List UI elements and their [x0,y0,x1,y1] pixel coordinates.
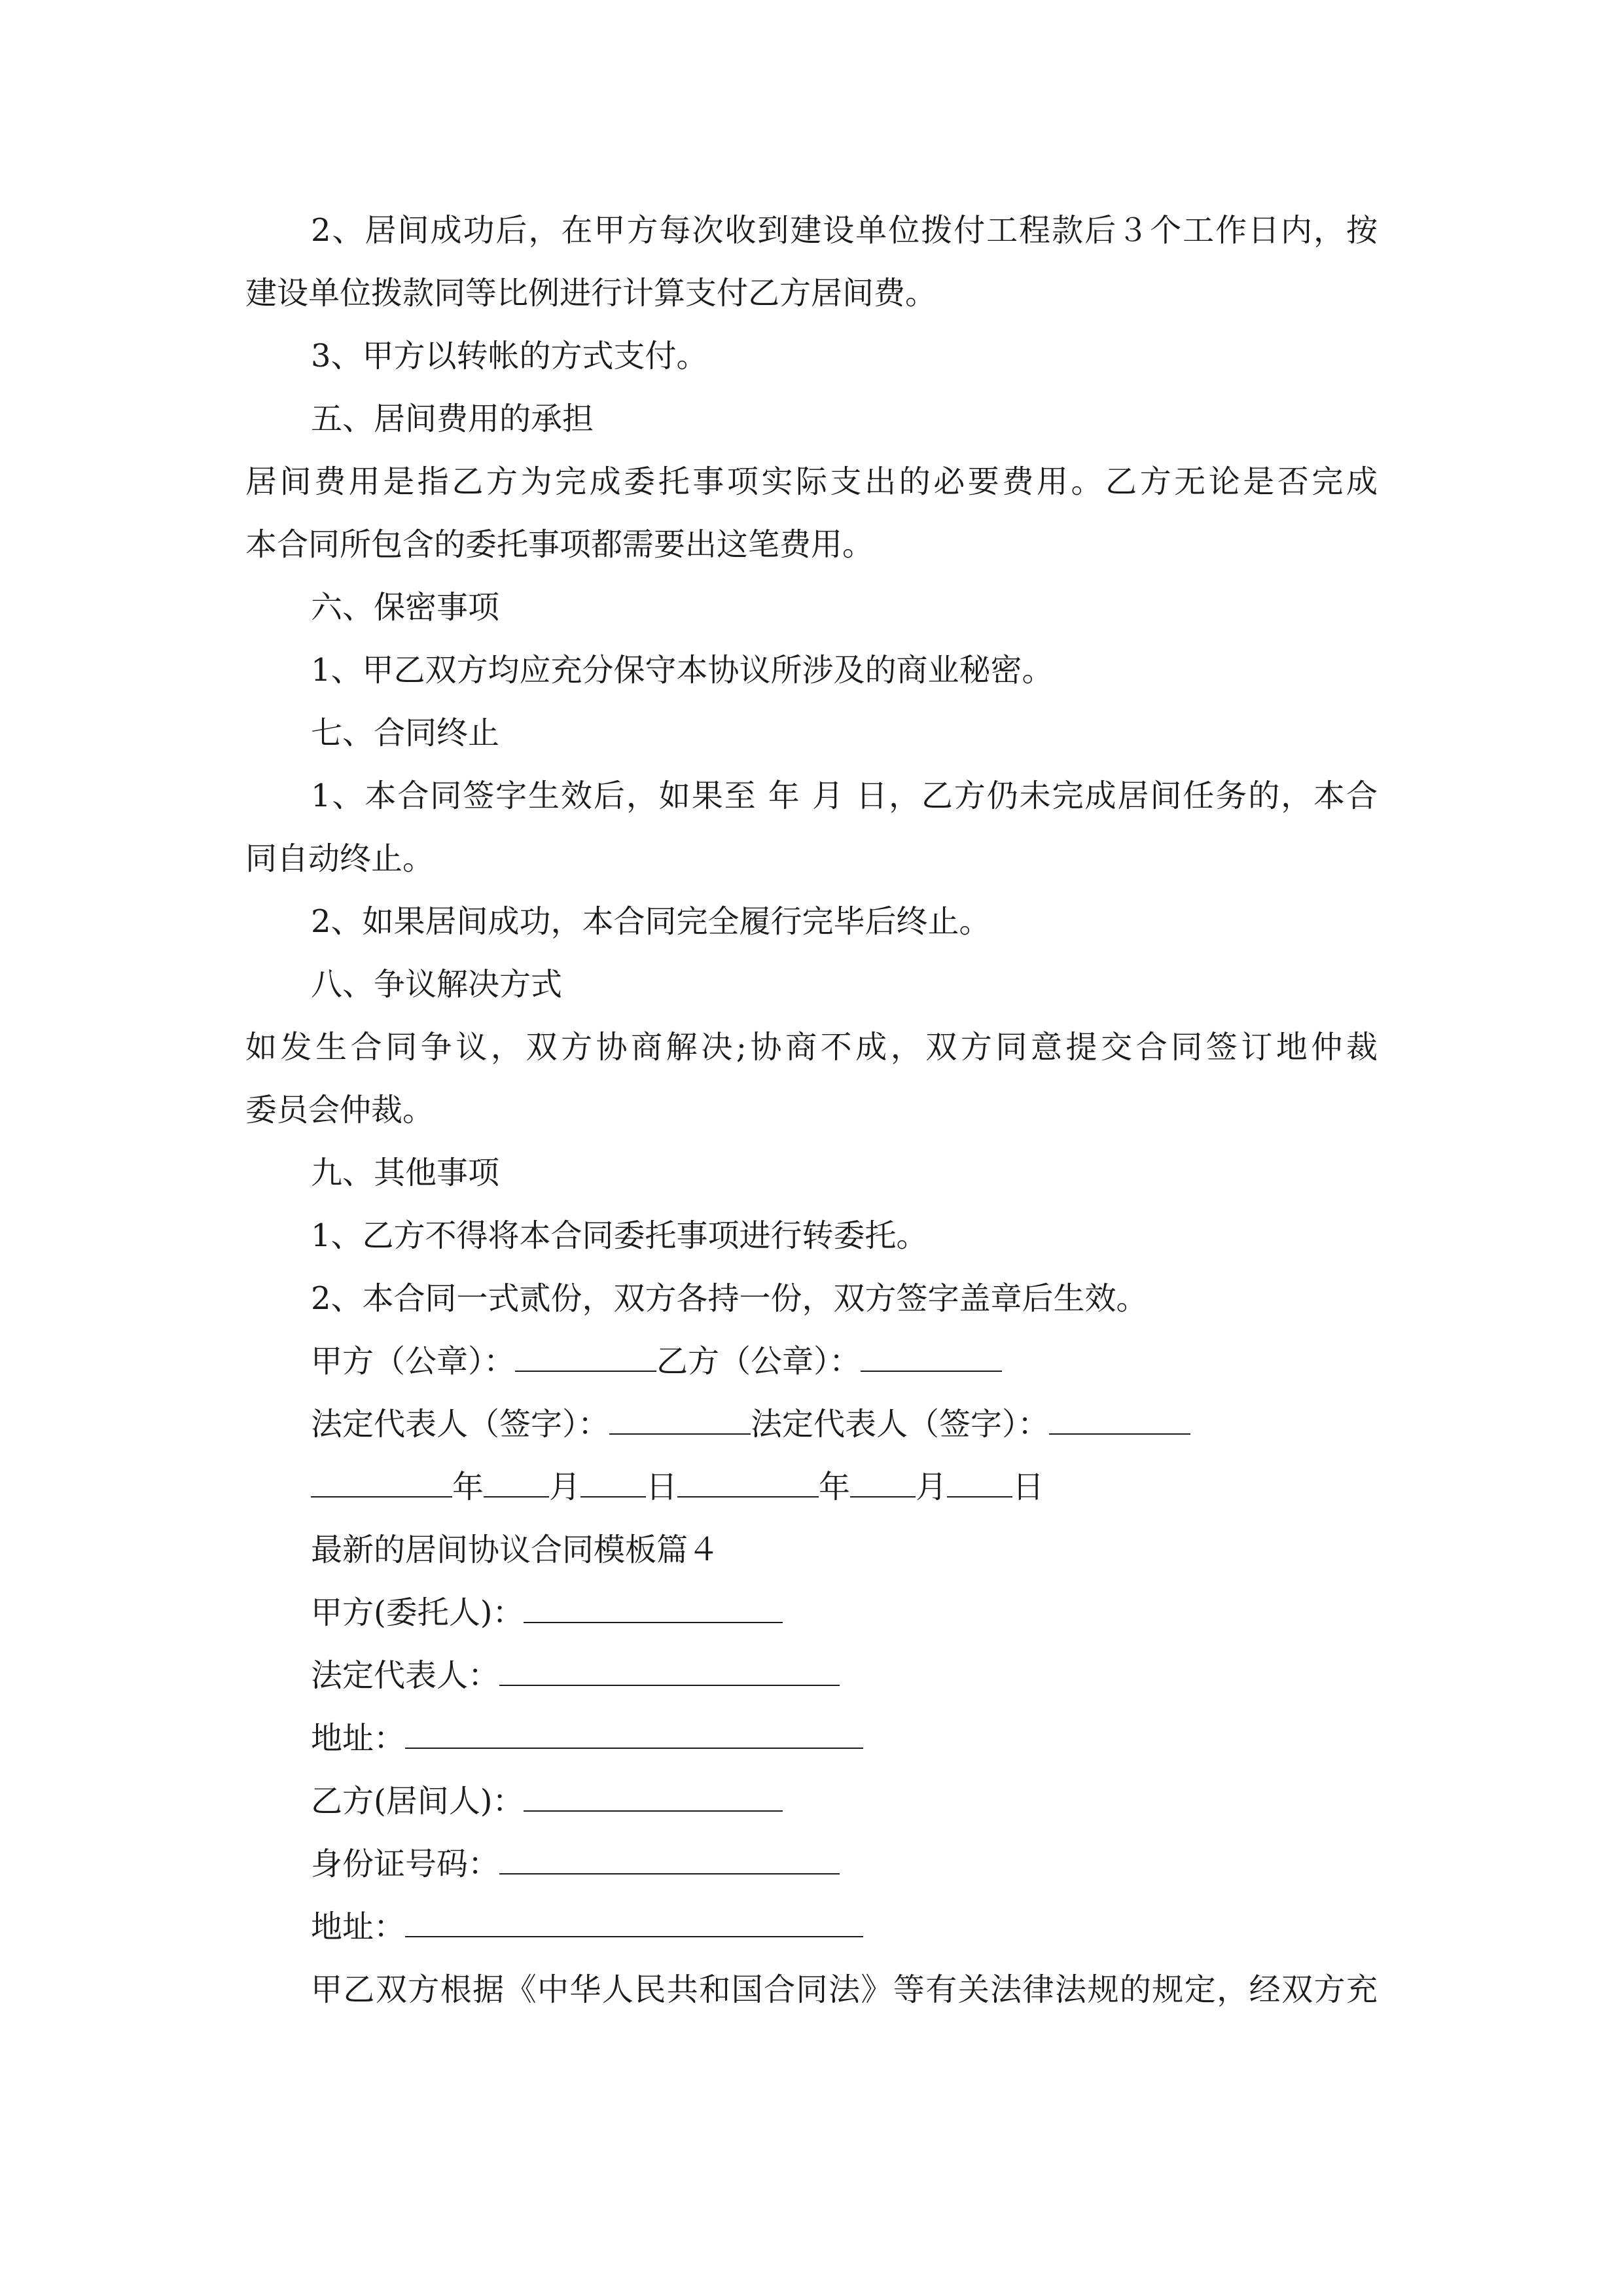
date-b-month: 月 [916,1469,948,1505]
paragraph-copies: 2、本合同一式贰份，双方各持一份，双方签字盖章后生效。 [311,1280,1148,1317]
seal-line [0,1342,1623,1381]
paragraph-dispute-line-1: 如发生合同争议，双方协商解决;协商不成，双方同意提交合同签订地仲裁 [245,1029,1378,1066]
id-blank [499,1844,840,1874]
address-line-2 [0,1907,1623,1946]
heading-section-7: 七、合同终止 [311,715,500,751]
legal-rep-line [0,1656,1623,1695]
paragraph-dispute-line-2: 委员会仲裁。 [245,1092,435,1128]
address-line [0,1719,1623,1758]
date-b-day-blank [947,1467,1012,1498]
template-title: 最新的居间协议合同模板篇４ [311,1532,720,1568]
heading-section-8: 八、争议解决方式 [311,966,563,1003]
party-b-rep-label: 法定代表人（签字）： [751,1406,1050,1443]
id-line [0,1844,1623,1884]
paragraph-no-subcontract: 1、乙方不得将本合同委托事项进行转委托。 [311,1217,928,1254]
paragraph-termination-line-2: 同自动终止。 [245,840,435,877]
party-a-rep-label: 法定代表人（签字）： [311,1406,610,1443]
paragraph-transfer: 3、甲方以转帐的方式支付。 [311,338,708,374]
representative-line [0,1405,1623,1444]
party-a-label: 甲方(委托人)： [311,1594,524,1631]
legal-rep-label: 法定代表人： [311,1657,500,1694]
party-a-blank [524,1593,783,1623]
date-a-month-blank [484,1467,549,1498]
party-a-line [0,1593,1623,1632]
party-b-line [0,1782,1623,1821]
party-b-seal-label: 乙方（公章）： [656,1343,861,1380]
paragraph-fees-line-2: 本合同所包含的委托事项都需要出这笔费用。 [245,526,874,563]
date-b-month-blank [850,1467,916,1498]
paragraph-termination-line-1: 1、本合同签字生效后，如果至 年 月 日，乙方仍未完成居间任务的，本合 [311,778,1378,814]
date-b-day: 日 [1012,1469,1044,1505]
heading-section-5: 五、居间费用的承担 [311,401,594,437]
date-b-year-blank [677,1467,819,1498]
paragraph-completion: 2、如果居间成功，本合同完全履行完毕后终止。 [311,903,991,940]
date-a-day: 日 [646,1469,678,1505]
party-b-rep-blank [1049,1405,1190,1435]
address-label: 地址： [311,1720,406,1757]
legal-rep-blank [499,1656,840,1686]
party-b-label: 乙方(居间人)： [311,1783,524,1820]
address-label-2: 地址： [311,1909,406,1945]
paragraph-payment-line-2: 建设单位拨款同等比例进行计算支付乙方居间费。 [245,275,937,312]
paragraph-confidentiality: 1、甲乙双方均应充分保守本协议所涉及的商业秘密。 [311,652,1054,689]
address-blank-2 [405,1907,863,1937]
date-line [0,1467,1623,1507]
date-a-year: 年 [452,1469,484,1505]
date-b-year: 年 [819,1469,851,1505]
party-a-rep-blank [609,1405,751,1435]
party-a-seal-blank [515,1342,656,1372]
party-a-seal-label: 甲方（公章）： [311,1343,516,1380]
heading-section-9: 九、其他事项 [311,1155,500,1191]
date-a-month: 月 [549,1469,581,1505]
party-b-blank [524,1782,783,1812]
address-blank [405,1719,863,1749]
heading-section-6: 六、保密事项 [311,589,500,626]
paragraph-fees-line-1: 居间费用是指乙方为完成委托事项实际支出的必要费用。乙方无论是否完成 [245,463,1378,500]
paragraph-preamble: 甲乙双方根据《中华人民共和国合同法》等有关法律法规的规定，经双方充 [311,1971,1378,2008]
id-label: 身份证号码： [311,1846,500,1882]
party-b-seal-blank [861,1342,1002,1372]
paragraph-payment-line-1: 2、居间成功后，在甲方每次收到建设单位拨付工程款后３个工作日内，按 [311,212,1378,249]
date-a-year-blank [311,1467,452,1498]
date-a-day-blank [580,1467,646,1498]
